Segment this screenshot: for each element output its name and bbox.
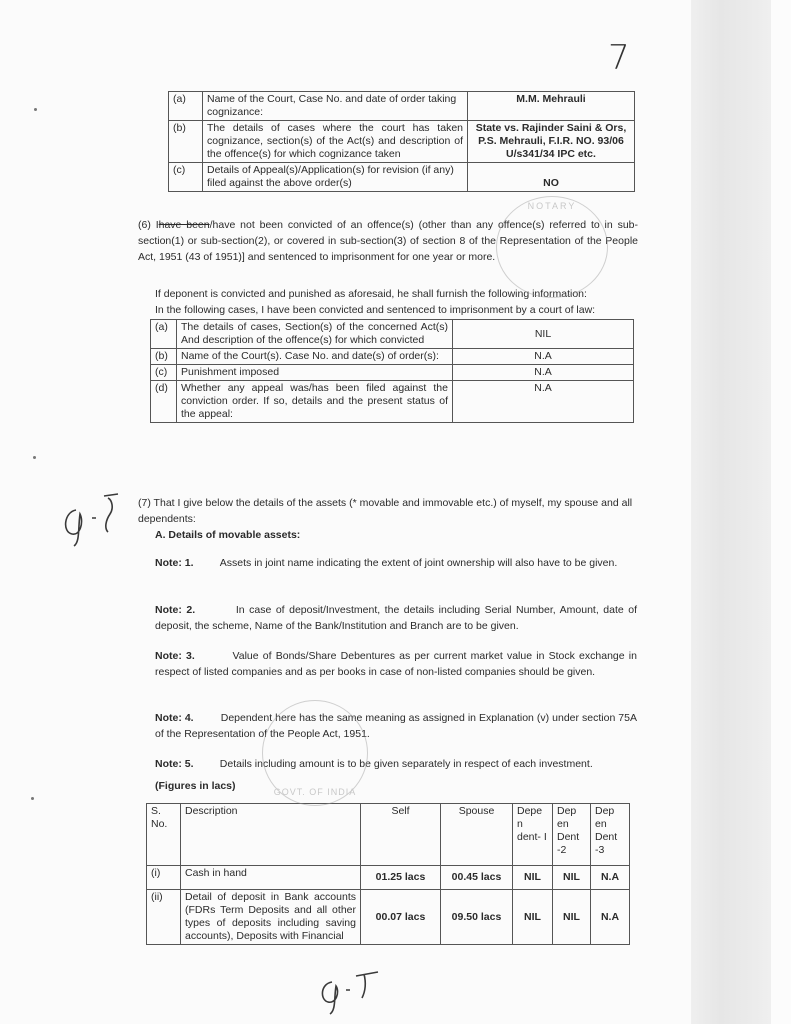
section-6-line: If deponent is convicted and punished as aforesaid, he shall furnish the following information: — [155, 288, 587, 300]
section-text: /have not been convicted of an offence(s) (other than any offence(s) referred to in sub-section(1) or sub-section(2), or covered in sub-section(3) of section 8 of the Representation of the People Act, 1951 (43 of 1951)] and sentenced to imprisonment for one year or more. — [138, 219, 639, 263]
header-dependent-2: Dep en Dent -2 — [553, 804, 591, 866]
row-label: (c) — [151, 365, 177, 381]
page-number: 7 — [608, 38, 630, 78]
note-text: In case of deposit/Investment, the details including Serial Number, Amount, date of deposit, the scheme, Name of the Bank/Institution and Branch are to be given. — [155, 604, 637, 632]
struck-text: have been — [158, 219, 210, 231]
row-description: Name of the Court, Case No. and date of order taking cognizance: — [203, 92, 468, 121]
scan-speck — [31, 797, 34, 800]
note-label: Note: 1. — [155, 557, 194, 569]
row-value: N.A — [453, 381, 634, 423]
table-header-row — [147, 804, 630, 866]
row-description: The details of cases where the court has taken cognizance, section(s) of the Act(s) and description of the offence(s) for which cognizance taken — [203, 121, 468, 163]
note-text: Details including amount is to be given separately in respect of each investment. — [219, 758, 593, 770]
cell-spouse: 09.50 lacs — [441, 890, 513, 945]
court-cognizance-table — [168, 91, 635, 192]
row-label: (b) — [169, 121, 203, 163]
movable-assets-heading: A. Details of movable assets: — [155, 529, 301, 541]
conviction-table — [150, 319, 634, 423]
table-row — [151, 320, 634, 349]
cell-sno: (ii) — [147, 890, 181, 945]
note-label: Note: 3. — [155, 650, 195, 662]
cell-spouse: 00.45 lacs — [441, 866, 513, 890]
cell-dependent-3: N.A — [591, 890, 630, 945]
note-4 — [155, 710, 637, 742]
cell-self: 00.07 lacs — [361, 890, 441, 945]
note-1 — [155, 555, 637, 571]
note-label: Note: 5. — [155, 758, 194, 770]
note-5 — [155, 756, 637, 772]
note-text: Assets in joint name indicating the extent of joint ownership will also have to be given. — [219, 557, 618, 569]
row-value: M.M. Mehrauli — [468, 92, 635, 121]
section-6-line: In the following cases, I have been convicted and sentenced to imprisonment by a court of law: — [155, 304, 596, 316]
header-dependent-1: Depe n dent- I — [513, 804, 553, 866]
row-description: The details of cases, Section(s) of the concerned Act(s) And description of the offence(s) for which convicted — [177, 320, 453, 349]
cell-sno: (i) — [147, 866, 181, 890]
scan-speck — [33, 456, 36, 459]
table-row — [151, 365, 634, 381]
cell-description: Detail of deposit in Bank accounts (FDRs Term Deposits and all other types of deposits including saving accounts), Deposits with Financial — [181, 890, 361, 945]
scan-edge-margin — [771, 0, 791, 1024]
table-row — [169, 92, 635, 121]
note-label: Note: 2. — [155, 604, 196, 616]
header-spouse: Spouse — [441, 804, 513, 866]
note-3 — [155, 648, 637, 680]
table-row — [147, 866, 630, 890]
row-label: (d) — [151, 381, 177, 423]
table-row — [169, 121, 635, 163]
cell-description: Cash in hand — [181, 866, 361, 890]
row-description: Punishment imposed — [177, 365, 453, 381]
row-label: (b) — [151, 349, 177, 365]
row-description: Whether any appeal was/has been filed against the conviction order. If so, details and the present status of the appeal: — [177, 381, 453, 423]
header-dependent-3: Dep en Dent -3 — [591, 804, 630, 866]
row-value: NO — [468, 163, 635, 192]
figures-unit-label: (Figures in lacs) — [155, 780, 236, 792]
row-value: N.A — [453, 365, 634, 381]
section-number: (6) I — [138, 219, 159, 231]
cell-dependent-1: NIL — [513, 890, 553, 945]
table-row — [169, 163, 635, 192]
row-label: (a) — [151, 320, 177, 349]
header-self: Self — [361, 804, 441, 866]
row-description: Name of the Court(s). Case No. and date(s) of order(s): — [177, 349, 453, 365]
notary-stamp — [496, 196, 608, 298]
note-text: Dependent here has the same meaning as assigned in Explanation (v) under section 75A of the Representation of the People Act, 1951. — [155, 712, 637, 740]
note-text: Value of Bonds/Share Debentures as per current market value in Stock exchange in respect of listed companies and as per books in case of non-listed companies should be given. — [155, 650, 637, 678]
header-sno: S. No. — [147, 804, 181, 866]
table-row — [147, 890, 630, 945]
government-stamp — [262, 700, 368, 806]
table-row — [151, 349, 634, 365]
scan-speck — [34, 108, 37, 111]
cell-dependent-2: NIL — [553, 890, 591, 945]
stamp-text: GOVT. OF INDIA — [273, 787, 357, 797]
cell-dependent-1: NIL — [513, 866, 553, 890]
cell-self: 01.25 lacs — [361, 866, 441, 890]
cell-dependent-3: N.A — [591, 866, 630, 890]
movable-assets-table — [146, 803, 630, 945]
table-row — [151, 381, 634, 423]
row-label: (a) — [169, 92, 203, 121]
signature — [316, 968, 396, 1018]
cell-dependent-2: NIL — [553, 866, 591, 890]
signature — [58, 488, 138, 548]
row-description: Details of Appeal(s)/Application(s) for revision (if any) filed against the above order(s) — [203, 163, 468, 192]
section-7-intro: (7) That I give below the details of the assets (* movable and immovable etc.) of myself, my spouse and all dependents: — [138, 497, 633, 525]
header-description: Description — [181, 804, 361, 866]
row-value: N.A — [453, 349, 634, 365]
row-value: State vs. Rajinder Saini & Ors, P.S. Mehrauli, F.I.R. NO. 93/06 U/s341/34 IPC etc. — [468, 121, 635, 163]
note-2 — [155, 602, 637, 634]
stamp-text: NOTARY — [527, 201, 577, 211]
row-label: (c) — [169, 163, 203, 192]
row-value: NIL — [453, 320, 634, 349]
note-label: Note: 4. — [155, 712, 194, 724]
